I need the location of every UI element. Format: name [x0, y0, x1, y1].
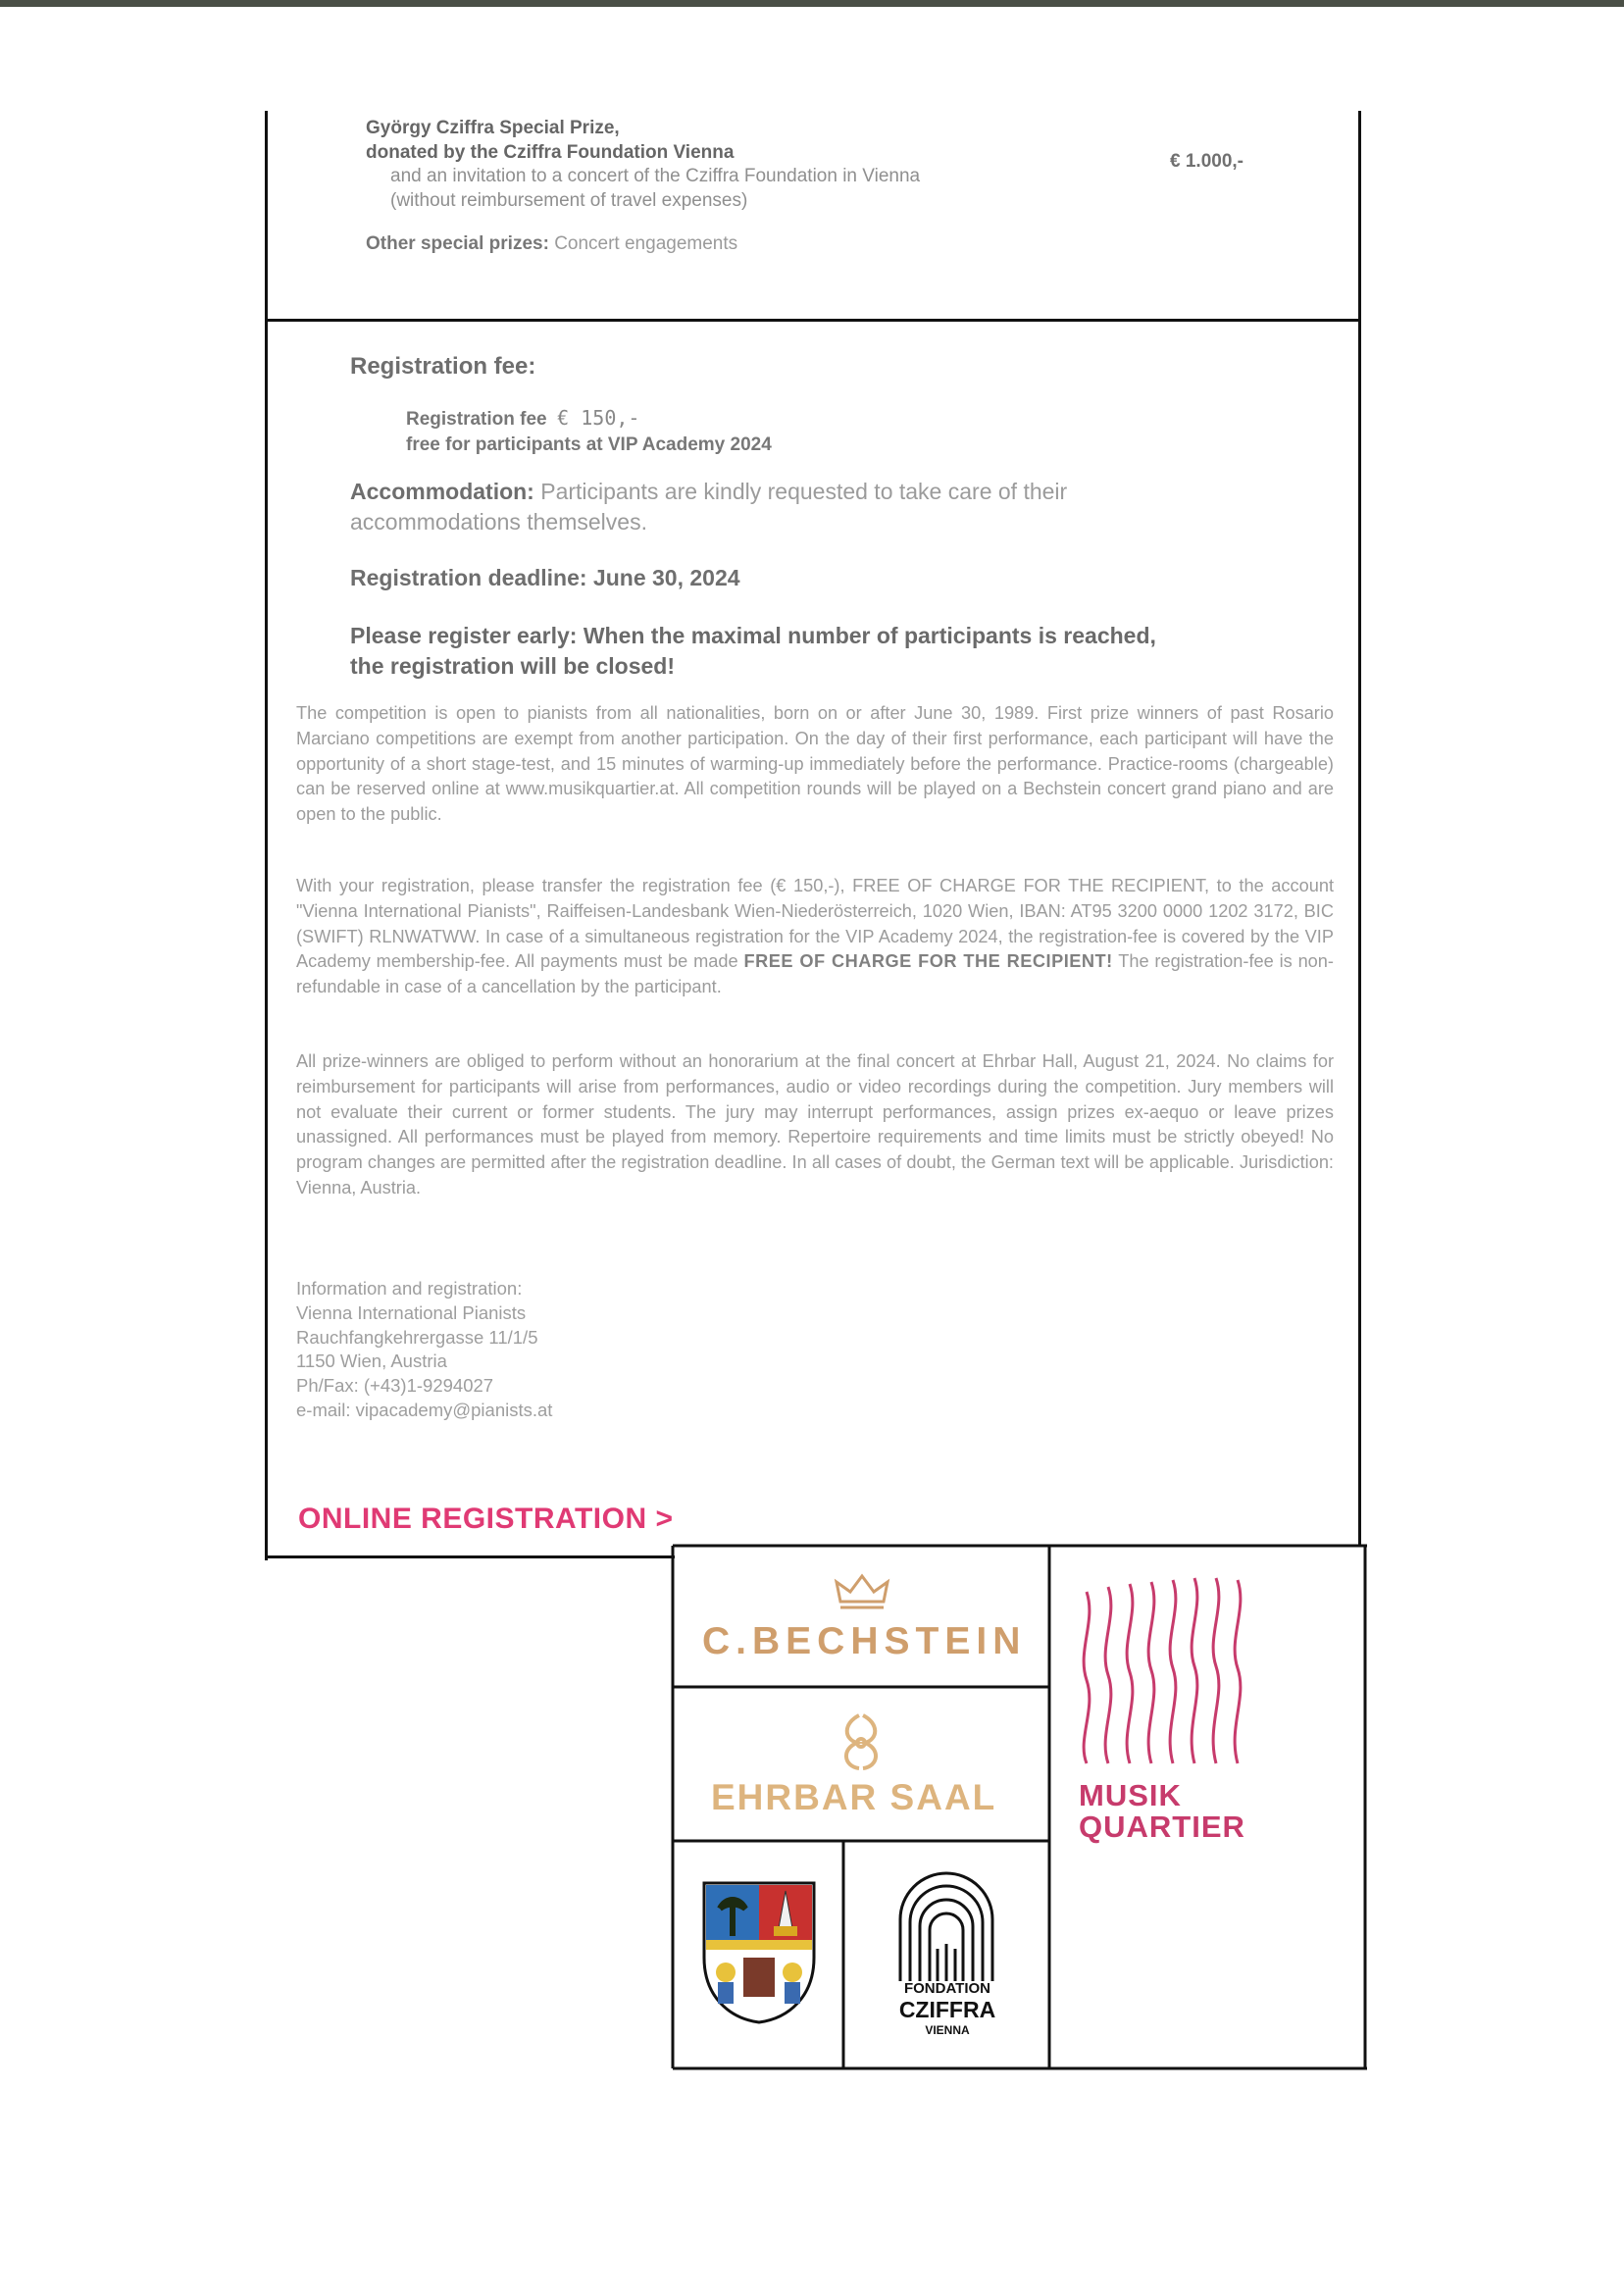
- prize-sub-line2: (without reimbursement of travel expenses): [390, 190, 748, 211]
- registration-fee-heading: Registration fee:: [350, 353, 536, 380]
- coat-of-arms-icon: [700, 1879, 818, 2026]
- online-registration-link[interactable]: ONLINE REGISTRATION >: [298, 1503, 674, 1535]
- contact-line3: Rauchfangkehrergasse 11/1/5: [296, 1326, 538, 1348]
- contact-line5: Ph/Fax: (+43)1-9294027: [296, 1375, 494, 1397]
- contact-line4: 1150 Wien, Austria: [296, 1351, 447, 1372]
- contact-line1: Information and registration:: [296, 1278, 523, 1299]
- payment-free-of-charge: FREE OF CHARGE FOR THE RECIPIENT!: [743, 951, 1113, 972]
- prize-title-line1: György Cziffra Special Prize,: [366, 118, 620, 138]
- cziffra-line1: FONDATION: [903, 1980, 991, 1997]
- paragraph-eligibility: The competition is open to pianists from all nationalities, born on or after June 30, 1989. First prize winners of past Rosario Marciano competitions are exempt from another participation. On the day of their first performance, each participant will have the opportunity of a short stage-test, and 15 minutes of warming-up immediately before the performance. Practice-rooms (chargeable) can be reserved online at www.musikquartier.at. All competition rounds will be played on a Bechstein concert grand piano and are open to the public.: [296, 703, 1334, 825]
- cziffra-emblem-icon: [892, 1865, 1000, 1983]
- fee-label: Registration fee: [406, 409, 547, 430]
- cziffra-line2: CZIFFRA: [898, 1997, 996, 2022]
- ehrbar-saal-logo: EHRBAR SAAL: [711, 1777, 997, 1817]
- crown-icon: [833, 1572, 891, 1611]
- payment-text: With your registration, please transfer the registration fee (€ 150,-), FREE OF CHARGE FOR THE RECIPIENT, to the account "Vienna International Pianists", Raiffeisen-Landesbank Wien-Niederösterreich, 1020 Wien, IBAN: AT95 3200 0000 1202 3172, BIC (SWIFT) RLNWATWW. In case of a simultaneous registration for the VIP Academy 2024, the registration-fee is covered by the VIP Academy membership-fee. All payments must be made: [296, 876, 1334, 972]
- musikquartier-waves-icon: [1077, 1572, 1253, 1768]
- paragraph-payment: [296, 874, 1334, 1000]
- page-top-edge: [0, 0, 1624, 7]
- fee-free-note: free for participants at VIP Academy 2024: [406, 434, 772, 455]
- accommodation-line2: accommodations themselves.: [350, 509, 647, 535]
- contact-block: [296, 1277, 552, 1423]
- frame-bottom-left-line: [265, 1555, 675, 1558]
- frame-right-line: [1358, 111, 1361, 1547]
- ehrbar-emblem-icon: [830, 1709, 892, 1772]
- musikquartier-logo: [1079, 1780, 1245, 1843]
- cziffra-line3: VIENNA: [925, 2023, 970, 2037]
- accommodation-label: Accommodation:: [350, 479, 534, 504]
- musik-line1: MUSIK: [1079, 1778, 1182, 1812]
- prize-title-line2: donated by the Cziffra Foundation Vienna: [366, 142, 735, 163]
- contact-email[interactable]: e-mail: vipacademy@pianists.at: [296, 1399, 553, 1420]
- cziffra-logo: [896, 1980, 998, 2037]
- prize-amount: € 1.000,-: [1170, 151, 1243, 172]
- fee-amount: € 150,-: [557, 406, 640, 430]
- registration-deadline: Registration deadline: June 30, 2024: [350, 565, 740, 590]
- register-early-line1: Please register early: When the maximal number of participants is reached,: [350, 623, 1156, 648]
- bechstein-logo: C.BECHSTEIN: [702, 1620, 1027, 1662]
- musik-line2: QUARTIER: [1079, 1810, 1245, 1844]
- frame-left-line: [265, 111, 268, 1560]
- prize-sub-line1: and an invitation to a concert of the Cziffra Foundation in Vienna: [390, 166, 921, 186]
- accommodation-line1: Participants are kindly requested to take care of their: [540, 479, 1068, 504]
- payment-refund-note: The registration-fee is non-refundable in case of a cancellation by the participant.: [296, 951, 1334, 997]
- frame-divider-line: [265, 319, 1361, 322]
- register-early-line2: the registration will be closed!: [350, 653, 676, 679]
- contact-line2: Vienna International Pianists: [296, 1301, 527, 1323]
- paragraph-conditions: All prize-winners are obliged to perform without an honorarium at the final concert at Ehrbar Hall, August 21, 2024. No claims for reimbursement for participants will arise from performances, audio or video recordings during the competition. Jury members will not evaluate their current or former students. The jury may interrupt performances, assign prizes ex-aequo or leave prizes unassigned. All performances must be played from memory. Repertoire requirements and time limits must be strictly obeyed! No program changes are permitted after the registration deadline. In all cases of doubt, the German text will be applicable. Jurisdiction: Vienna, Austria.: [296, 1051, 1334, 1198]
- other-prizes-label: Other special prizes:: [366, 233, 549, 254]
- other-prizes-value: Concert engagements: [554, 233, 738, 254]
